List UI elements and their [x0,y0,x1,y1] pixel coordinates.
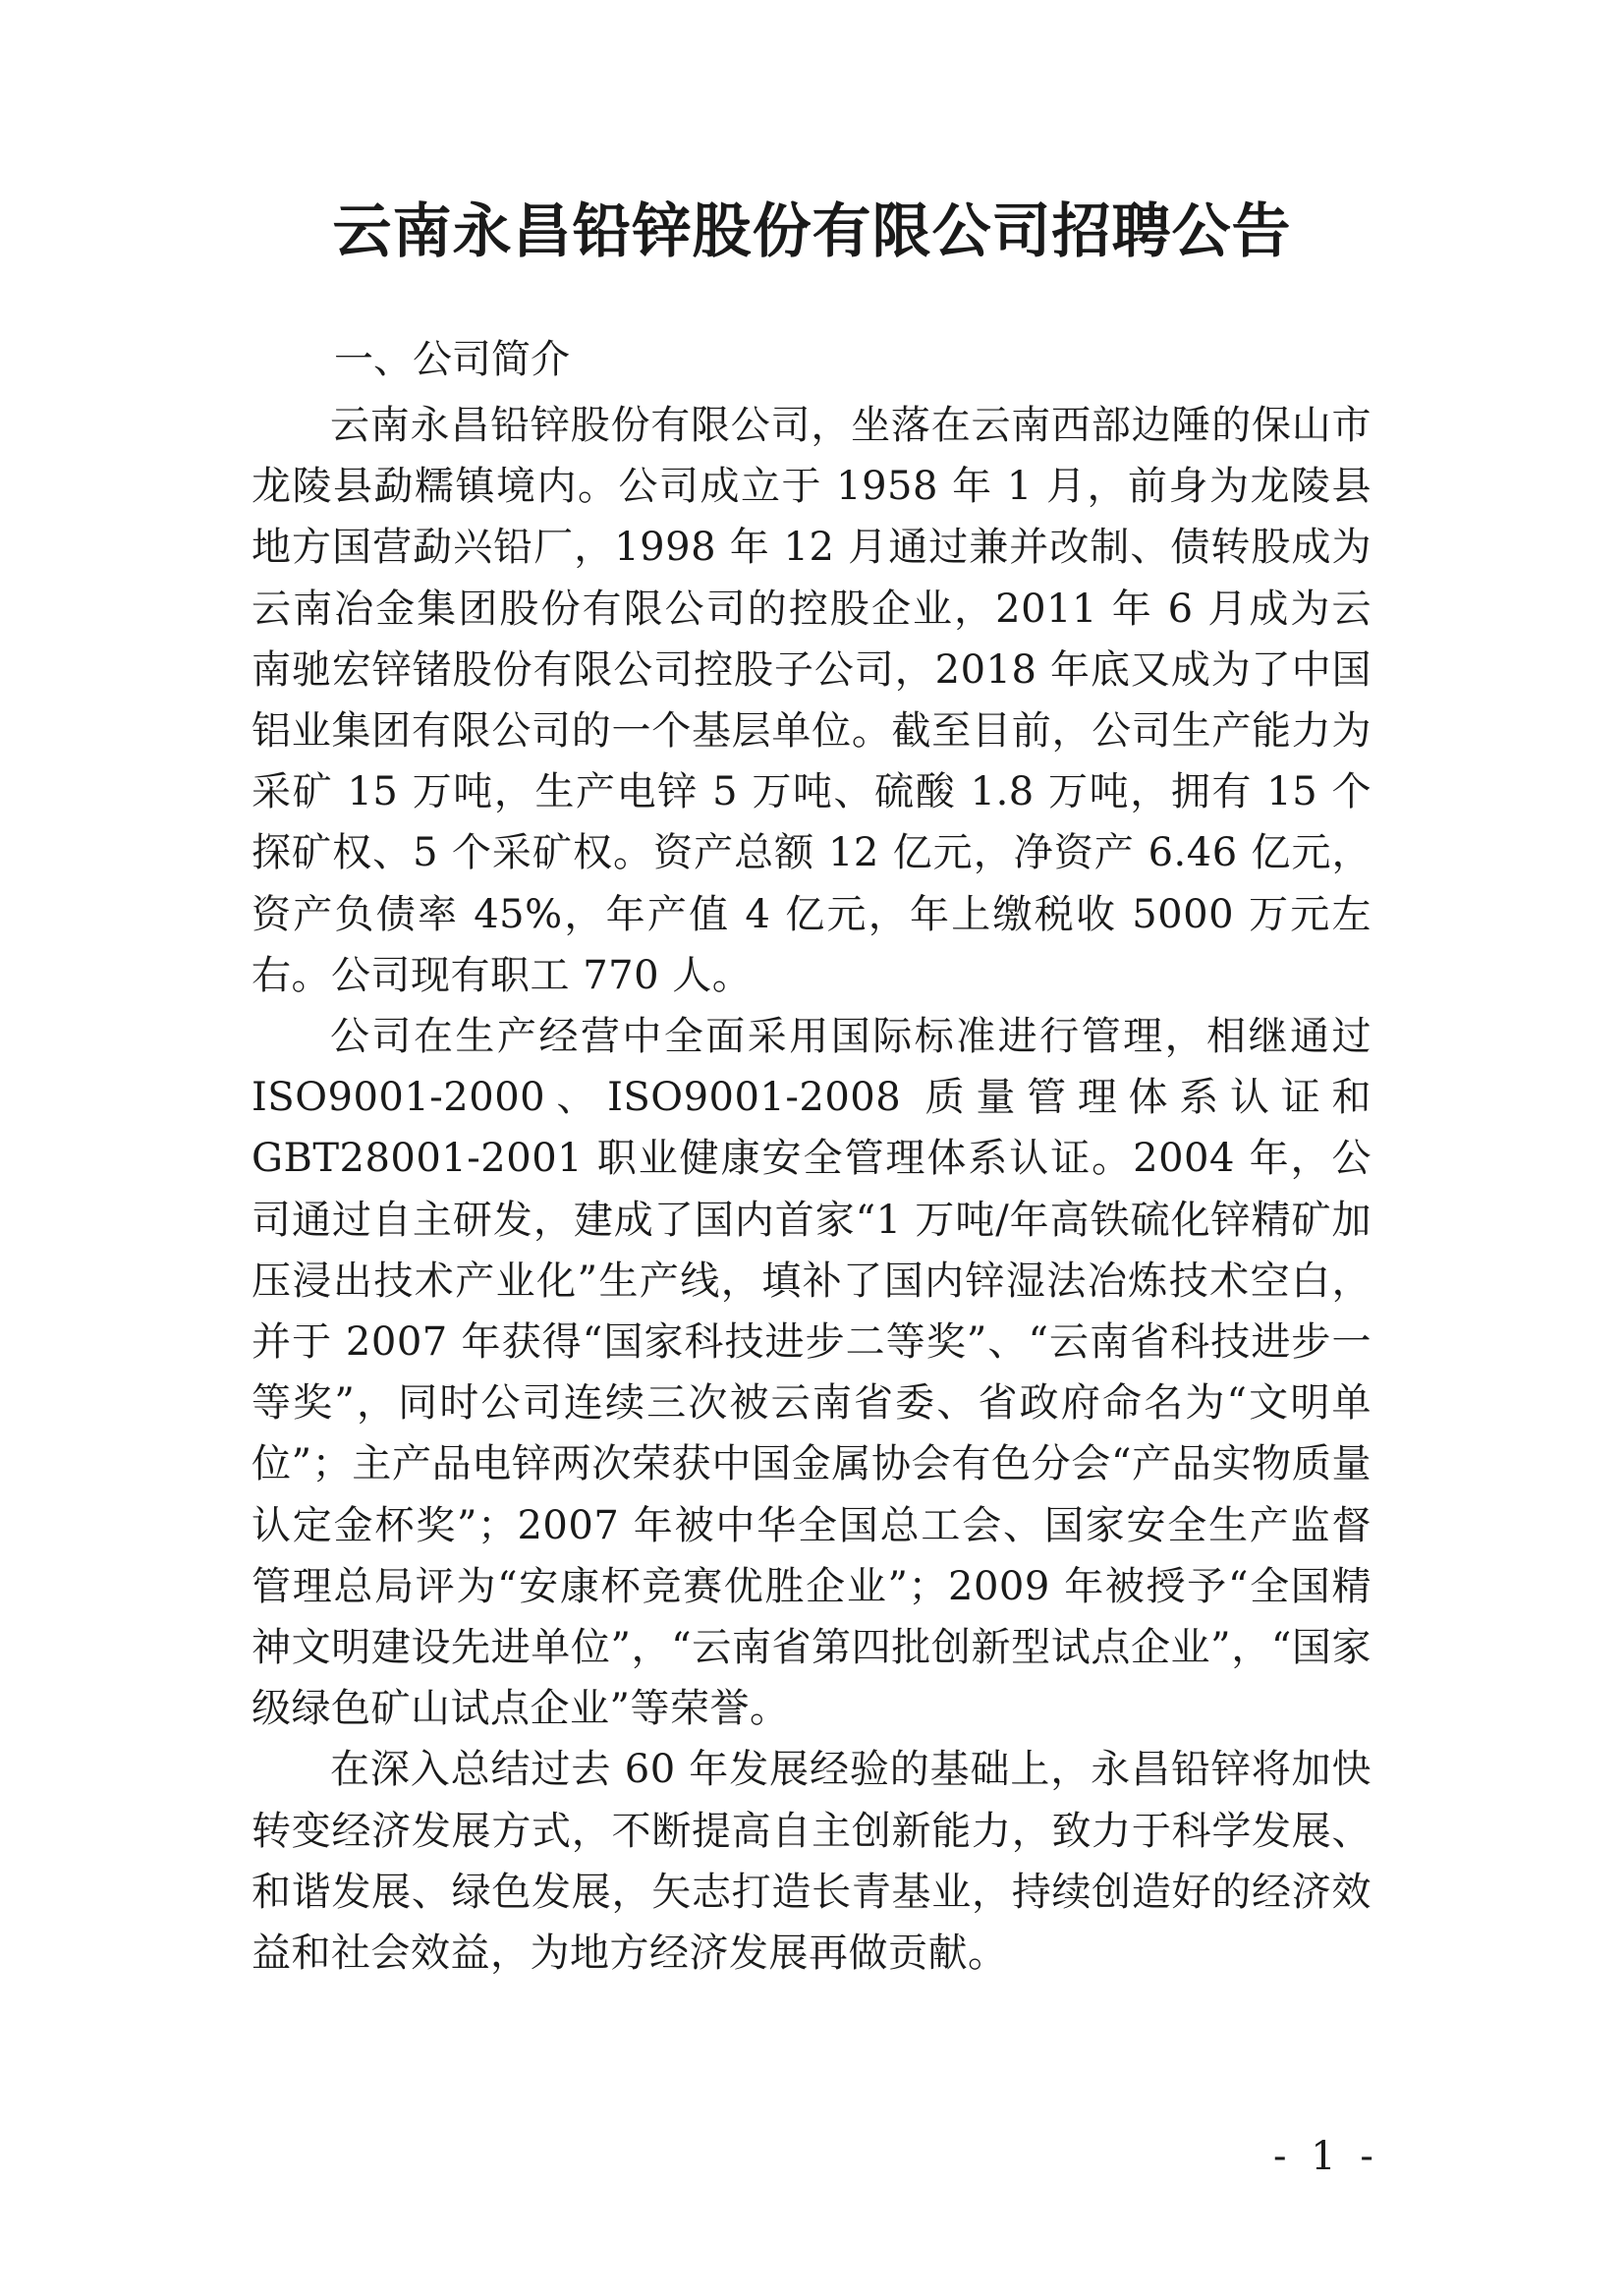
document-title: 云南永昌铅锌股份有限公司招聘公告 [332,197,1292,266]
section-heading: 一、公司简介 [334,337,570,382]
paragraph-future-development: 在深入总结过去 60 年发展经验的基础上，永昌铅锌将加快转变经济发展方式，不断提高自主创新能力，致力于科学发展、和谐发展、绿色发展，矢志打造长青基业，持续创造好的经济效益和社会效益，为地方经济发展再做贡献。 [252,1747,1372,1977]
document-body [252,395,1372,1984]
paragraph-certifications-awards: 公司在生产经营中全面采用国际标准进行管理，相继通过 ISO9001-2000、ISO9001-2008 质量管理体系认证和 GBT28001-2001 职业健康安全管理体系认证。2004 年，公司通过自主研发，建成了国内首家“1 万吨/年高铁硫化锌精矿加压浸出技术产业化”生产线，填补了国内锌湿法冶炼技术空白，并于 2007 年获得“国家科技进步二等奖”、“云南省科技进步一等奖”，同时公司连续三次被云南省委、省政府命名为“文明单位”；主产品电锌两次荣获中国金属协会有色分会“产品实物质量认定金杯奖”；2007 年被中华全国总工会、国家安全生产监督管理总局评为“安康杯竞赛优胜企业”；2009 年被授予“全国精神文明建设先进单位”，“云南省第四批创新型试点企业”，“国家级绿色矿山试点企业”等荣誉。 [252,1014,1372,1732]
paragraph-company-overview: 云南永昌铅锌股份有限公司，坐落在云南西部边陲的保山市龙陵县勐糯镇境内。公司成立于 1958 年 1 月，前身为龙陵县地方国营勐兴铅厂，1998 年 12 月通过兼并改制、债转股成为云南冶金集团股份有限公司的控股企业，2011 年 6 月成为云南驰宏锌锗股份有限公司控股子公司，2018 年底又成为了中国铝业集团有限公司的一个基层单位。截至目前，公司生产能力为采矿 15 万吨，生产电锌 5 万吨、硫酸 1.8 万吨，拥有 15 个探矿权、5 个采矿权。资产总额 12 亿元，净资产 6.46 亿元，资产负债率 45%，年产值 4 亿元，年上缴税收 5000 万元左右。公司现有职工 770 人。 [252,403,1372,998]
page-number: - 1 - [1273,2134,1379,2179]
